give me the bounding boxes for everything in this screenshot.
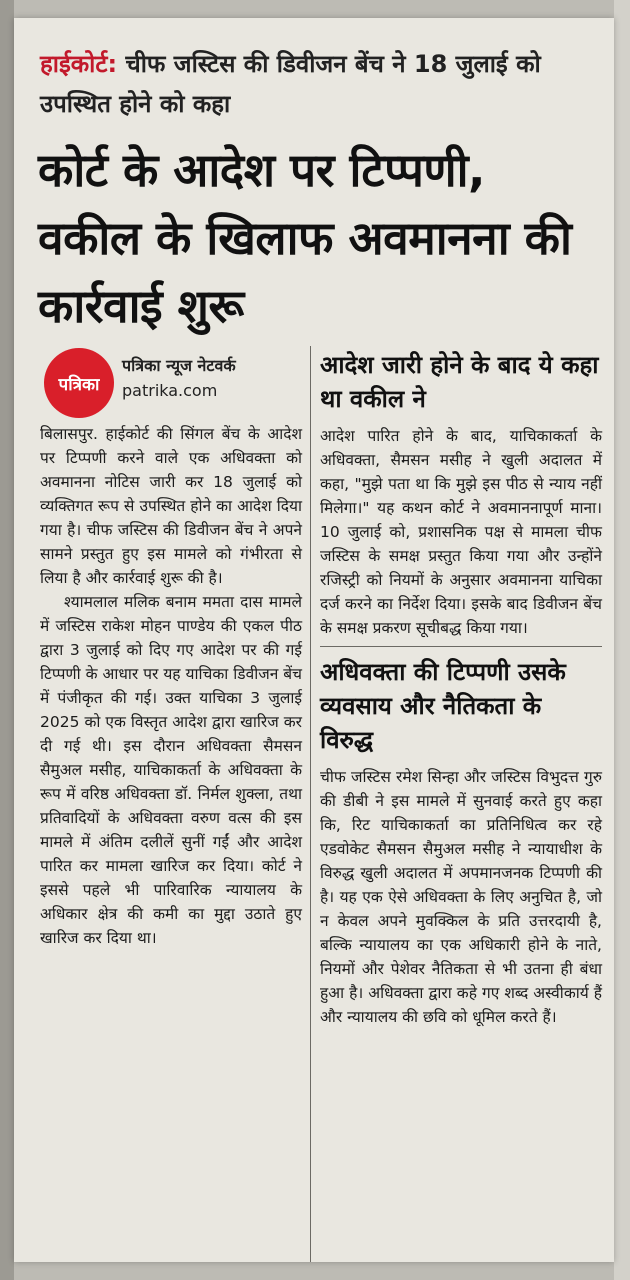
left-paragraph-1: बिलासपुर. हाईकोर्ट की सिंगल बेंच के आदेश पर टिप्पणी करने वाले एक अधिवक्ता को अवमानना नोटिस जारी कर 18 जुलाई को व्यक्तिगत रूप से उपस्थित होने का आदेश दिया गया है। चीफ जस्टिस की डिवीजन बेंच ने अपने सामने प्रस्तुत हुए इस मामले को गंभीरता से लिया है और कार्रवाई शुरू की है। [40,425,302,587]
paper-edge-left [0,0,14,1280]
headline: कोर्ट के आदेश पर टिप्पणी, वकील के खिलाफ अवमानना की कार्रवाई शुरू [38,143,572,333]
subheading-1: आदेश जारी होने के बाद ये कहा था वकील ने [320,351,599,413]
kicker [40,44,600,124]
right-column [320,348,602,1035]
section-divider [320,646,602,647]
byline-website: patrika.com [122,381,218,400]
subheading-2: अधिवक्ता की टिप्पणी उसके व्यवसाय और नैतिकता के विरुद्ध [320,658,566,754]
left-column [40,422,302,950]
kicker-tag: हाईकोर्ट: [40,50,118,78]
paper-edge-right [614,0,630,1280]
patrika-logo: पत्रिका [44,348,114,418]
left-paragraph-2: श्यामलाल मलिक बनाम ममता दास मामले में जस्टिस राकेश मोहन पाण्डेय की एकल पीठ द्वारा 3 जुलाई को दिए गए आदेश पर की गई टिप्पणी के आधार पर यह याचिका डिवीजन बेंच में पंजीकृत की गई। उक्त याचिका 3 जुलाई 2025 को एक विस्तृत आदेश द्वारा खारिज कर दी गई थी। इस दौरान अधिवक्ता सैमसन सैमुअल मसीह, याचिकाकर्ता के अधिवक्ता के रूप में वरिष्ठ अधिवक्ता डॉ. निर्मल शुक्ला, तथा प्रतिवादियों के अधिवक्ता वरुण वत्स की इस मामले में अंतिम दलीलें सुनीं गईं और आदेश पारित कर मामला खारिज कर दिया। कोर्ट ने इससे पहले भी पारिवारिक न्यायालय के अधिकार क्षेत्र की कमी का मुद्दा उठाते हुए खारिज कर दिया था। [40,593,302,947]
right-paragraph-1: आदेश पारित होने के बाद, याचिकाकर्ता के अधिवक्ता, सैमसन मसीह ने खुली अदालत में कहा, "मुझे पता था कि मुझे इस पीठ से न्याय नहीं मिलेगा।" यह कथन कोर्ट ने अवमाननापूर्ण माना। 10 जुलाई को, प्रशासनिक पक्ष से मामला चीफ जस्टिस के समक्ष प्रस्तुत किया गया और उन्होंने रजिस्ट्री को नियमों के अनुसार अवमानना याचिका दर्ज करने का निर्देश दिया। इसके बाद डिवीजन बेंच के समक्ष प्रकरण सूचीबद्ध किया गया। [320,427,602,637]
column-divider [310,346,311,1262]
byline [122,354,302,404]
newspaper-clipping [14,18,614,1262]
right-paragraph-2: चीफ जस्टिस रमेश सिन्हा और जस्टिस विभुदत्त गुरु की डीबी ने इस मामले में सुनवाई करते हुए कहा कि, रिट याचिकाकर्ता का प्रतिनिधित्व कर रहे एडवोकेट सैमसन सैमुअल मसीह ने न्यायाधीश के विरुद्ध खुली अदालत में अपमानजनक टिप्पणी की है। यह एक ऐसे अधिवक्ता के लिए अनुचित है, जो न केवल अपने मुवक्किल के प्रति उत्तरदायी है, बल्कि न्यायालय का एक अधिकारी होने के नाते, नियमों और पेशेवर नैतिकता से भी उतना ही बंधा हुआ है। अधिवक्ता द्वारा कहे गए शब्द अस्वीकार्य हैं और न्यायालय की छवि को धूमिल करते हैं। [320,768,602,1026]
byline-agency: पत्रिका न्यूज नेटवर्क [122,356,236,375]
kicker-text: चीफ जस्टिस की डिवीजन बेंच ने 18 जुलाई को उपस्थित होने को कहा [40,50,541,118]
